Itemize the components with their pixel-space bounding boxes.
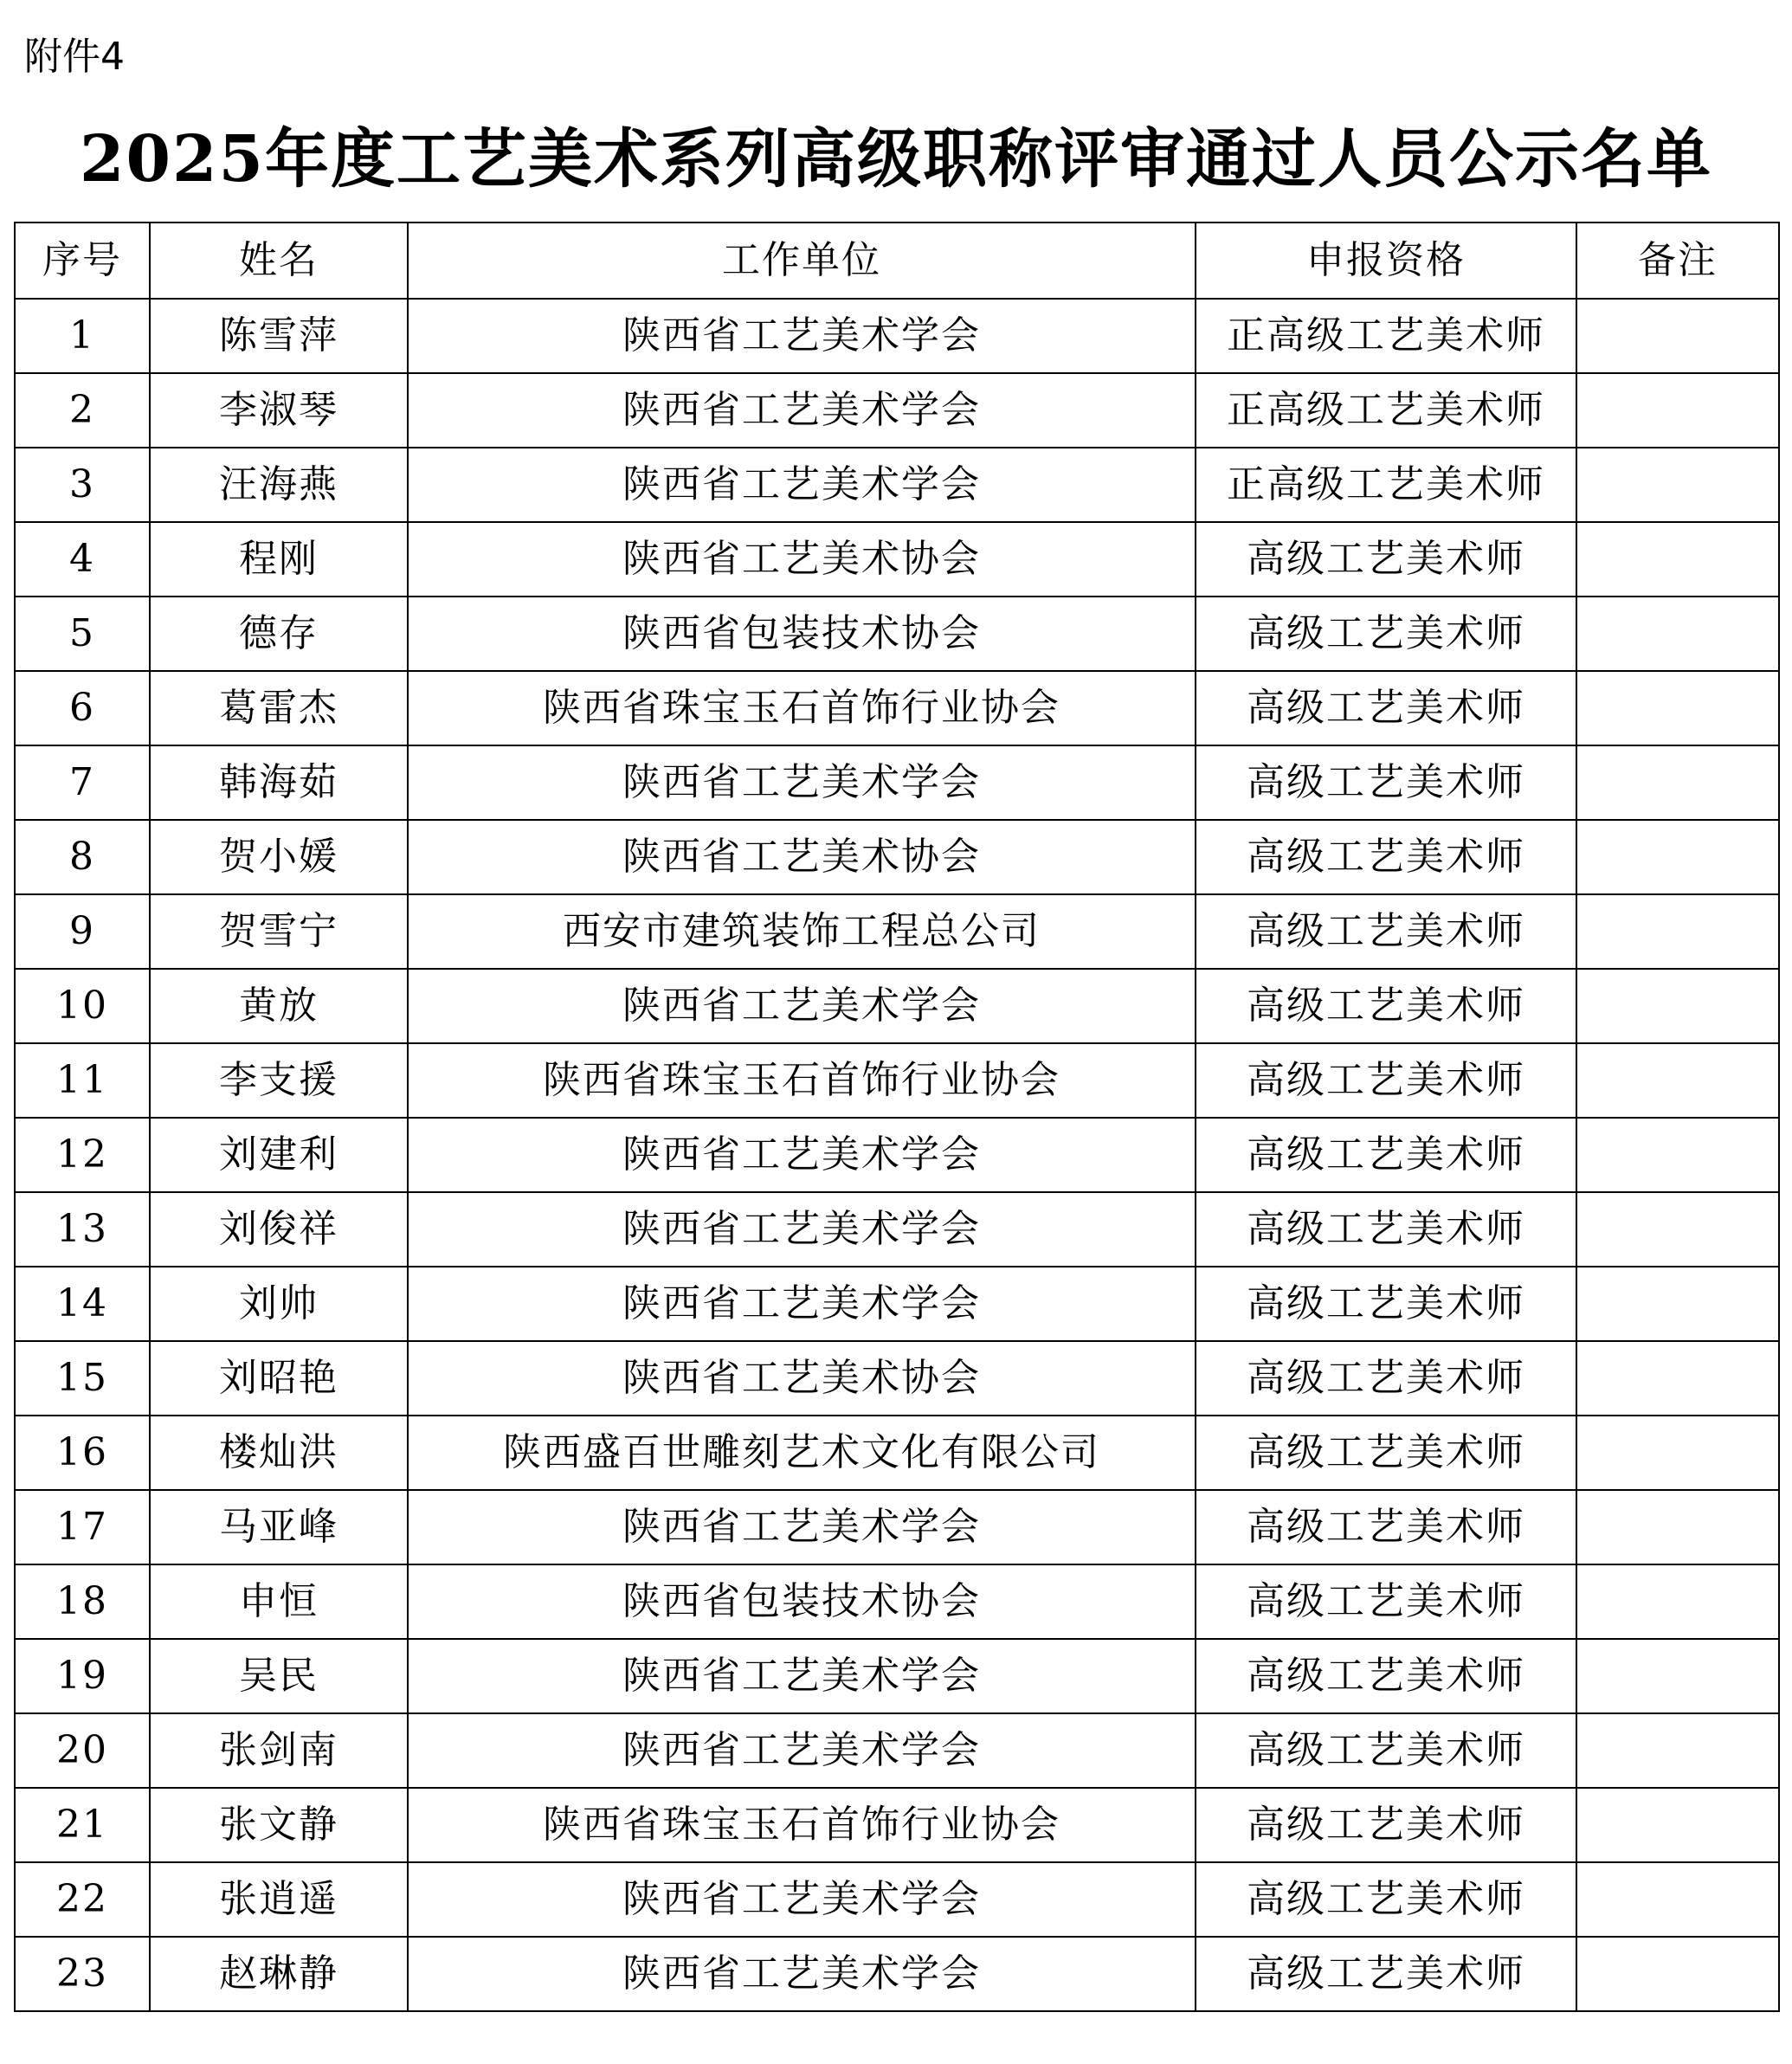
- cell-qualification: 正高级工艺美术师: [1196, 373, 1576, 448]
- table-header-row: [15, 223, 1779, 299]
- cell-name: 韩海茹: [150, 745, 408, 820]
- cell-unit: 陕西盛百世雕刻艺术文化有限公司: [408, 1416, 1196, 1490]
- cell-unit: 陕西省工艺美术学会: [408, 1862, 1196, 1937]
- header-name: 姓名: [150, 223, 408, 299]
- cell-name: 刘俊祥: [150, 1192, 408, 1267]
- cell-note: [1576, 1341, 1779, 1416]
- cell-no: 5: [15, 597, 150, 671]
- table-row: [15, 1341, 1779, 1416]
- cell-qualification: 高级工艺美术师: [1196, 1267, 1576, 1341]
- cell-unit: 陕西省工艺美术学会: [408, 969, 1196, 1043]
- cell-name: 张文静: [150, 1788, 408, 1862]
- cell-note: [1576, 1862, 1779, 1937]
- table-row: [15, 1043, 1779, 1118]
- table-row: [15, 671, 1779, 745]
- cell-unit: 西安市建筑装饰工程总公司: [408, 894, 1196, 969]
- cell-note: [1576, 1713, 1779, 1788]
- cell-qualification: 高级工艺美术师: [1196, 1788, 1576, 1862]
- cell-unit: 陕西省工艺美术学会: [408, 448, 1196, 522]
- cell-name: 葛雷杰: [150, 671, 408, 745]
- cell-note: [1576, 745, 1779, 820]
- cell-qualification: 高级工艺美术师: [1196, 969, 1576, 1043]
- table-body: [15, 299, 1779, 2011]
- cell-unit: 陕西省工艺美术学会: [408, 1937, 1196, 2011]
- table-row: [15, 820, 1779, 894]
- cell-note: [1576, 1267, 1779, 1341]
- cell-qualification: 高级工艺美术师: [1196, 597, 1576, 671]
- cell-note: [1576, 1192, 1779, 1267]
- cell-note: [1576, 1788, 1779, 1862]
- cell-note: [1576, 1416, 1779, 1490]
- cell-note: [1576, 820, 1779, 894]
- table-row: [15, 448, 1779, 522]
- table-row: [15, 894, 1779, 969]
- cell-name: 赵琳静: [150, 1937, 408, 2011]
- header-qualification: 申报资格: [1196, 223, 1576, 299]
- cell-unit: 陕西省工艺美术学会: [408, 1713, 1196, 1788]
- cell-note: [1576, 1118, 1779, 1192]
- cell-no: 20: [15, 1713, 150, 1788]
- cell-qualification: 高级工艺美术师: [1196, 1341, 1576, 1416]
- cell-no: 11: [15, 1043, 150, 1118]
- cell-qualification: 高级工艺美术师: [1196, 1416, 1576, 1490]
- cell-qualification: 高级工艺美术师: [1196, 1192, 1576, 1267]
- cell-note: [1576, 969, 1779, 1043]
- cell-unit: 陕西省包装技术协会: [408, 597, 1196, 671]
- table-row: [15, 299, 1779, 373]
- table-row: [15, 373, 1779, 448]
- cell-name: 李支援: [150, 1043, 408, 1118]
- cell-unit: 陕西省珠宝玉石首饰行业协会: [408, 1043, 1196, 1118]
- table-row: [15, 597, 1779, 671]
- table-row: [15, 1788, 1779, 1862]
- cell-unit: 陕西省工艺美术学会: [408, 745, 1196, 820]
- cell-name: 汪海燕: [150, 448, 408, 522]
- table-row: [15, 1192, 1779, 1267]
- cell-unit: 陕西省工艺美术学会: [408, 1267, 1196, 1341]
- cell-note: [1576, 597, 1779, 671]
- cell-unit: 陕西省工艺美术学会: [408, 1118, 1196, 1192]
- cell-note: [1576, 671, 1779, 745]
- cell-qualification: 高级工艺美术师: [1196, 820, 1576, 894]
- cell-name: 刘昭艳: [150, 1341, 408, 1416]
- cell-no: 3: [15, 448, 150, 522]
- cell-no: 6: [15, 671, 150, 745]
- cell-name: 陈雪萍: [150, 299, 408, 373]
- cell-note: [1576, 1490, 1779, 1564]
- cell-qualification: 正高级工艺美术师: [1196, 299, 1576, 373]
- cell-name: 马亚峰: [150, 1490, 408, 1564]
- cell-qualification: 高级工艺美术师: [1196, 1043, 1576, 1118]
- cell-note: [1576, 448, 1779, 522]
- cell-qualification: 高级工艺美术师: [1196, 671, 1576, 745]
- cell-unit: 陕西省珠宝玉石首饰行业协会: [408, 1788, 1196, 1862]
- table-row: [15, 1713, 1779, 1788]
- cell-name: 刘建利: [150, 1118, 408, 1192]
- cell-unit: 陕西省工艺美术协会: [408, 1341, 1196, 1416]
- cell-no: 15: [15, 1341, 150, 1416]
- cell-no: 8: [15, 820, 150, 894]
- cell-qualification: 正高级工艺美术师: [1196, 448, 1576, 522]
- cell-qualification: 高级工艺美术师: [1196, 1937, 1576, 2011]
- cell-unit: 陕西省工艺美术学会: [408, 1192, 1196, 1267]
- table-row: [15, 1490, 1779, 1564]
- cell-no: 22: [15, 1862, 150, 1937]
- table-row: [15, 1937, 1779, 2011]
- cell-name: 刘帅: [150, 1267, 408, 1341]
- cell-unit: 陕西省珠宝玉石首饰行业协会: [408, 671, 1196, 745]
- cell-no: 16: [15, 1416, 150, 1490]
- cell-no: 12: [15, 1118, 150, 1192]
- cell-no: 2: [15, 373, 150, 448]
- table-row: [15, 745, 1779, 820]
- roster-table: [14, 222, 1780, 2012]
- cell-name: 张逍遥: [150, 1862, 408, 1937]
- cell-note: [1576, 522, 1779, 597]
- cell-note: [1576, 1564, 1779, 1639]
- cell-no: 1: [15, 299, 150, 373]
- cell-no: 17: [15, 1490, 150, 1564]
- cell-unit: 陕西省工艺美术协会: [408, 522, 1196, 597]
- cell-qualification: 高级工艺美术师: [1196, 894, 1576, 969]
- cell-no: 10: [15, 969, 150, 1043]
- table-row: [15, 1118, 1779, 1192]
- cell-qualification: 高级工艺美术师: [1196, 1118, 1576, 1192]
- cell-name: 贺雪宁: [150, 894, 408, 969]
- table-row: [15, 1416, 1779, 1490]
- cell-name: 张剑南: [150, 1713, 408, 1788]
- cell-name: 黄放: [150, 969, 408, 1043]
- cell-unit: 陕西省工艺美术学会: [408, 1490, 1196, 1564]
- cell-unit: 陕西省工艺美术学会: [408, 299, 1196, 373]
- document-sheet: [14, 14, 1778, 2050]
- cell-qualification: 高级工艺美术师: [1196, 522, 1576, 597]
- cell-name: 吴民: [150, 1639, 408, 1713]
- cell-no: 13: [15, 1192, 150, 1267]
- header-note: 备注: [1576, 223, 1779, 299]
- cell-note: [1576, 373, 1779, 448]
- cell-unit: 陕西省工艺美术学会: [408, 373, 1196, 448]
- table-row: [15, 969, 1779, 1043]
- cell-no: 19: [15, 1639, 150, 1713]
- cell-unit: 陕西省工艺美术协会: [408, 820, 1196, 894]
- attachment-label: 附件4: [24, 35, 125, 79]
- cell-unit: 陕西省包装技术协会: [408, 1564, 1196, 1639]
- header-unit: 工作单位: [408, 223, 1196, 299]
- cell-unit: 陕西省工艺美术学会: [408, 1639, 1196, 1713]
- cell-no: 4: [15, 522, 150, 597]
- header-no: 序号: [15, 223, 150, 299]
- cell-no: 7: [15, 745, 150, 820]
- cell-name: 贺小媛: [150, 820, 408, 894]
- cell-no: 21: [15, 1788, 150, 1862]
- table-row: [15, 1639, 1779, 1713]
- cell-no: 23: [15, 1937, 150, 2011]
- cell-note: [1576, 894, 1779, 969]
- table-row: [15, 522, 1779, 597]
- table-row: [15, 1564, 1779, 1639]
- cell-name: 楼灿洪: [150, 1416, 408, 1490]
- cell-name: 德存: [150, 597, 408, 671]
- table-row: [15, 1862, 1779, 1937]
- table-row: [15, 1267, 1779, 1341]
- cell-qualification: 高级工艺美术师: [1196, 1564, 1576, 1639]
- cell-qualification: 高级工艺美术师: [1196, 745, 1576, 820]
- cell-name: 申恒: [150, 1564, 408, 1639]
- cell-note: [1576, 1043, 1779, 1118]
- cell-qualification: 高级工艺美术师: [1196, 1639, 1576, 1713]
- cell-qualification: 高级工艺美术师: [1196, 1490, 1576, 1564]
- cell-note: [1576, 1639, 1779, 1713]
- document-title: 2025年度工艺美术系列高级职称评审通过人员公示名单: [80, 122, 1712, 197]
- cell-no: 9: [15, 894, 150, 969]
- cell-no: 14: [15, 1267, 150, 1341]
- cell-name: 程刚: [150, 522, 408, 597]
- cell-name: 李淑琴: [150, 373, 408, 448]
- cell-note: [1576, 299, 1779, 373]
- cell-no: 18: [15, 1564, 150, 1639]
- cell-qualification: 高级工艺美术师: [1196, 1862, 1576, 1937]
- cell-note: [1576, 1937, 1779, 2011]
- cell-qualification: 高级工艺美术师: [1196, 1713, 1576, 1788]
